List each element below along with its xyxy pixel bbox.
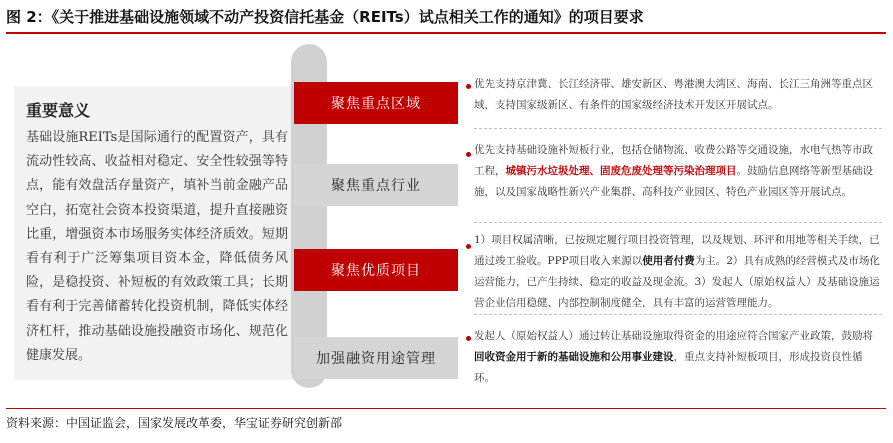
requirement-text-part: 1）项目权属清晰，已按规定履行项目投资管理，以及规划、环评和用地等相关手续，已通过竣工验收。PPP项目收入来源以: [474, 234, 880, 267]
requirement-tab-4: 加强融资用途管理: [294, 337, 458, 379]
requirement-text-part: ，重点支持补短板项目，形成投资良性循环。: [474, 351, 863, 384]
requirement-text-part: 优先支持基础设施补短板行业，包括仓储物流、收费公路等交通设施，水电气热等市政工程，: [474, 144, 873, 177]
requirement-text-part: 。鼓励信息网络等新型基础设施，以及国家战略性新兴产业集群、高科技产业园区、特色产业园区等开展试点。: [474, 165, 873, 198]
row-separator: [474, 222, 882, 223]
requirement-text-part: 发起人（原始权益人）通过转让基础设施取得资金的用途应符合国家产业政策，鼓励将: [474, 330, 873, 342]
requirement-text-1: [474, 74, 882, 116]
significance-text: 基础设施REITs是国际通行的配置资产，具有流动性较高、收益相对稳定、安全性较强等特点，能有效盘活存量资产，填补当前金融产品空白，拓宽社会资本投资渠道，提升直接融资比重，增强资本市场服务实体经济质效。短期看有利于广泛筹集项目资本金，降低债务风险，是稳投资、补短板的有效政策工具；长期看有利于完善储蓄转化投资机制，降低实体经济杠杆，推动基础设施投融资市场化、规范化健康发展。: [26, 130, 288, 363]
requirement-tab-2: 聚焦重点行业: [294, 164, 458, 206]
bullet-dot: [466, 336, 471, 341]
requirement-tab-1: 聚焦重点区域: [294, 82, 458, 124]
requirement-text-4: [474, 326, 882, 389]
requirement-text-part: 城镇污水垃圾处理、固废危废处理等污染治理项目: [505, 165, 737, 177]
figure-title: 图 2：《关于推进基础设施领域不动产投资信托基金（REITs）试点相关工作的通知》的项目要求: [6, 8, 644, 26]
requirement-text-part: 优先支持京津冀、长江经济带、雄安新区、粤港澳大湾区、海南、长江三角洲等重点区域，支持国家级新区、有条件的国家级经济技术开发区开展试点。: [474, 78, 873, 111]
significance-heading: 重要意义: [26, 101, 91, 120]
requirement-text-2: [474, 140, 882, 203]
requirement-tab-3: 聚焦优质项目: [294, 249, 458, 291]
requirement-text-3: [474, 230, 882, 314]
source-rule: [6, 408, 886, 409]
requirement-text-part: 为主。2）具有成熟的经营模式及市场化运营能力，已产生持续、稳定的收益及现金流。3）发起人（原始权益人）及基础设施运营企业信用稳健、内部控制制度健全，具有丰富的运营管理能力。: [474, 255, 880, 309]
requirement-text-part: 使用者付费: [642, 255, 695, 267]
row-separator: [474, 128, 882, 129]
bullet-dot: [466, 244, 471, 249]
source-note: 资料来源：中国证监会，国家发展改革委，华宝证券研究创新部: [6, 416, 343, 430]
row-separator: [474, 314, 882, 315]
title-rule: [6, 32, 886, 34]
bullet-dot: [466, 152, 471, 157]
requirement-text-part: 回收资金用于新的基础设施和公用事业建设: [474, 351, 674, 363]
bullet-dot: [466, 84, 471, 89]
